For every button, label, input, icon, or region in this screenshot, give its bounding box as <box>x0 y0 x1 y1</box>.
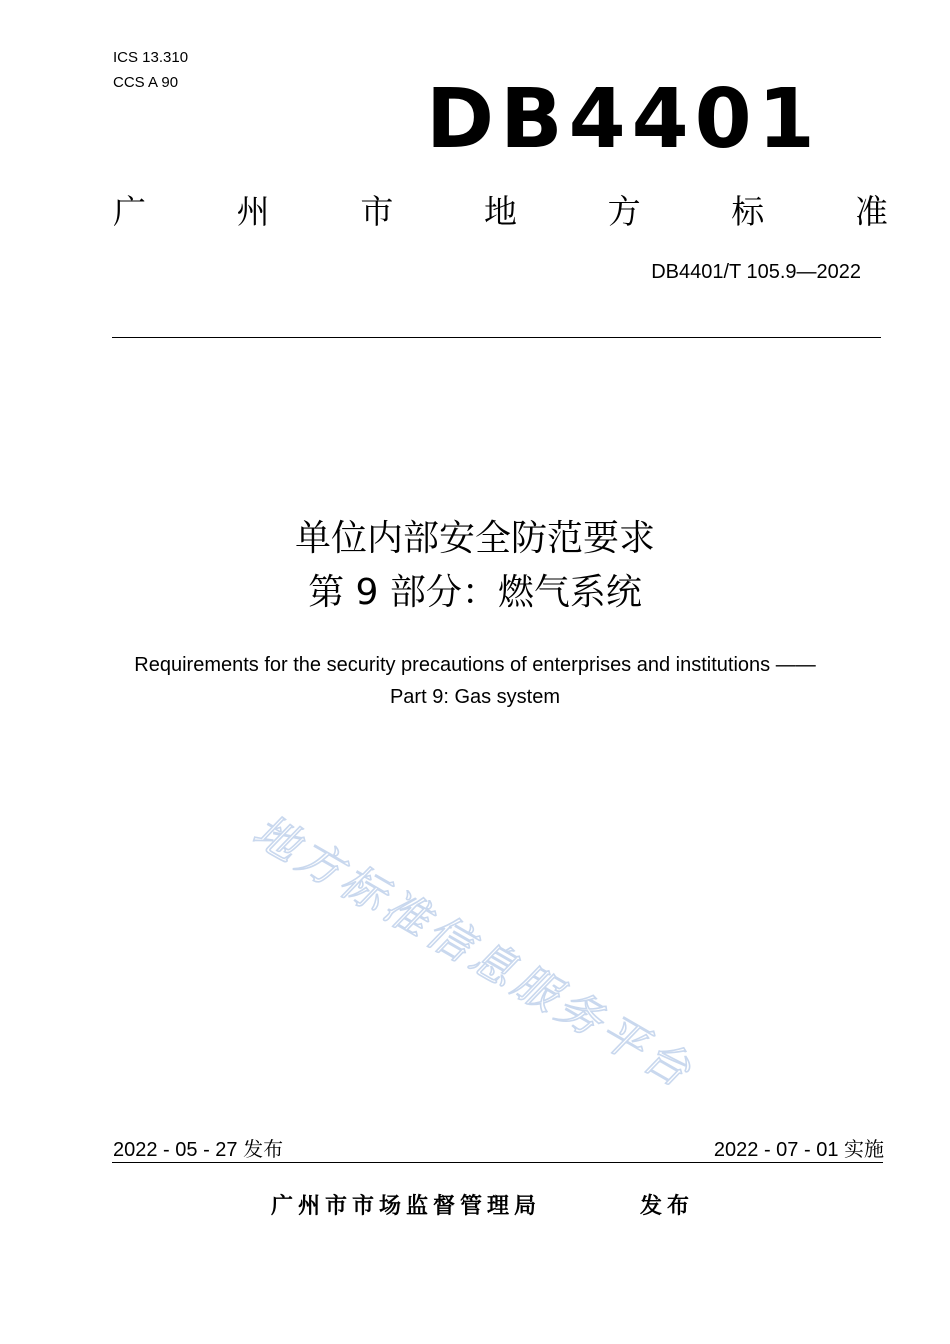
publish-label: 发布 <box>640 1194 695 1219</box>
standard-type-title <box>113 190 888 234</box>
watermark <box>230 800 790 1100</box>
title-english-line1: Requirements for the security precautions of enterprises and institutions —— <box>134 654 816 676</box>
implementation-date-value: 2022 - 07 - 01 <box>713 1139 839 1161</box>
standard-type-char: 标 <box>731 192 765 231</box>
standard-type-char: 广 <box>113 192 146 231</box>
title-english-line2: Part 9: Gas system <box>389 686 561 708</box>
top-divider <box>112 337 881 338</box>
implementation-date <box>714 1135 884 1164</box>
ccs-code: CCS A 90 <box>113 74 179 91</box>
standard-type-char: 地 <box>483 192 517 231</box>
watermark-text: 地方标准信息服务平台 <box>244 805 704 1100</box>
standard-type-char: 方 <box>607 192 641 231</box>
title-chinese-line1: 单位内部安全防范要求 <box>294 518 655 559</box>
publisher-name: 广州市市场监督管理局 <box>271 1194 542 1219</box>
standard-type-char: 州 <box>236 192 270 231</box>
issue-date <box>113 1135 283 1164</box>
standard-number: DB4401/T 105.9—2022 <box>651 261 861 283</box>
standard-type-char: 市 <box>360 192 394 231</box>
implementation-date-suffix: 实施 <box>844 1137 884 1161</box>
issue-date-value: 2022 - 05 - 27 <box>113 1139 238 1161</box>
standard-type-char: 准 <box>854 192 888 231</box>
bottom-divider <box>112 1162 883 1163</box>
ics-code: ICS 13.310 <box>113 49 189 66</box>
title-chinese-line2: 第 9 部分：燃气系统 <box>308 572 642 613</box>
issue-date-suffix: 发布 <box>243 1137 284 1161</box>
standard-code-logo: DB4401 <box>426 72 821 167</box>
